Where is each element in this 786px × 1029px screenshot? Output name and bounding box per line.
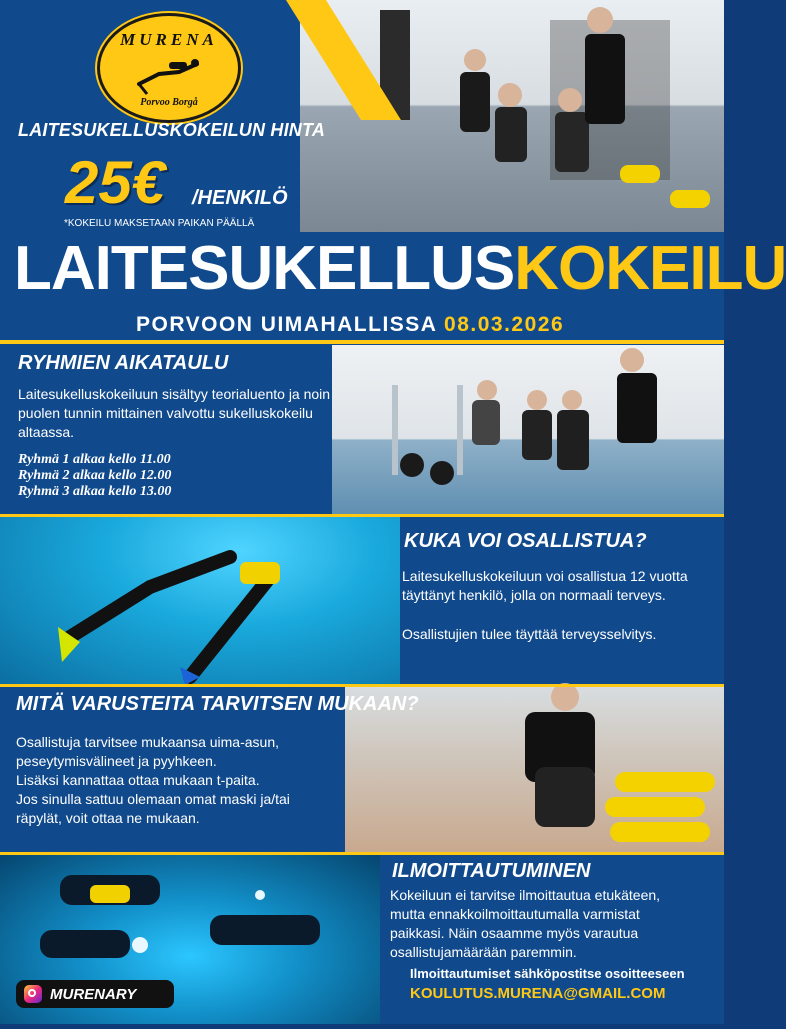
photo-pool-edge — [332, 345, 724, 515]
instagram-badge[interactable] — [16, 980, 174, 1008]
gear-line: Lisäksi kannattaa ottaa mukaan t-paita. — [16, 772, 260, 788]
yellow-divider-3 — [0, 684, 724, 687]
gear-line: peseytymisvälineet ja pyyhkeen. — [16, 753, 217, 769]
yellow-divider-1 — [0, 340, 724, 344]
email-link[interactable]: KOULUTUS.MURENA@GMAIL.COM — [410, 985, 666, 1002]
gear-line: Osallistuja tarvitsee mukaansa uima-asun, — [16, 734, 280, 750]
group-item: Ryhmä 3 alkaa kello 13.00 — [18, 484, 172, 499]
headline-part2: KOKEILU — [514, 234, 786, 303]
who-text2: Osallistujien tulee täyttää terveysselvitys. — [402, 626, 657, 642]
price-label: LAITESUKELLUSKOKEILUN HINTA — [18, 120, 326, 140]
who-title: KUKA VOI OSALLISTUA? — [404, 530, 647, 552]
headline-part1: LAITESUKELLUS — [14, 234, 515, 303]
price-amount: 25€ — [65, 149, 166, 216]
signup-text: Kokeiluun ei tarvitse ilmoittautua etukäteen, mutta ennakkoilmoittautumalla varmistat paikkasi. Näin osaamme myös varautua osallistujamäärään paremmin. — [390, 887, 661, 960]
instagram-icon — [24, 985, 42, 1003]
logo-title: MURENA — [120, 30, 218, 49]
location-date — [136, 313, 564, 337]
price-note: *KOKEILU MAKSETAAN PAIKAN PÄÄLLÄ — [64, 218, 255, 229]
group-item: Ryhmä 1 alkaa kello 11.00 — [18, 452, 171, 467]
instagram-handle: MURENARY — [50, 985, 137, 1003]
gear-line: Jos sinulla sattuu olemaan omat maski ja/tai — [16, 791, 290, 807]
schedule-text: Laitesukelluskokeiluun sisältyy teorialuento ja noin puolen tunnin mittainen valvottu sukelluskokeilu altaassa. — [18, 386, 331, 440]
group-item: Ryhmä 2 alkaa kello 12.00 — [18, 468, 172, 483]
logo-subtitle: Porvoo Borgå — [140, 97, 198, 108]
yellow-divider-4 — [0, 852, 724, 855]
location-text: PORVOON UIMAHALLISSA — [136, 313, 437, 336]
price-per: /HENKILÖ — [192, 187, 288, 209]
photo-divers-underwater-1 — [0, 517, 400, 685]
murena-logo — [97, 13, 241, 123]
who-text: Laitesukelluskokeiluun voi osallistua 12 vuotta täyttänyt henkilö, jolla on normaali terveys. — [402, 568, 688, 603]
signup-title: ILMOITTAUTUMINEN — [392, 860, 591, 882]
diver-icon — [135, 54, 203, 98]
headline — [14, 233, 786, 304]
yellow-divider-2 — [0, 514, 724, 517]
email-lead: Ilmoittautumiset sähköpostitse osoitteeseen — [410, 966, 685, 981]
gear-line: räpylät, voit ottaa ne mukaan. — [16, 810, 200, 826]
gear-title: MITÄ VARUSTEITA TARVITSEN MUKAAN? — [16, 693, 419, 715]
schedule-title: RYHMIEN AIKATAULU — [18, 352, 229, 374]
group-list — [18, 452, 171, 500]
event-date: 08.03.2026 — [444, 313, 565, 336]
gear-text — [16, 733, 346, 828]
